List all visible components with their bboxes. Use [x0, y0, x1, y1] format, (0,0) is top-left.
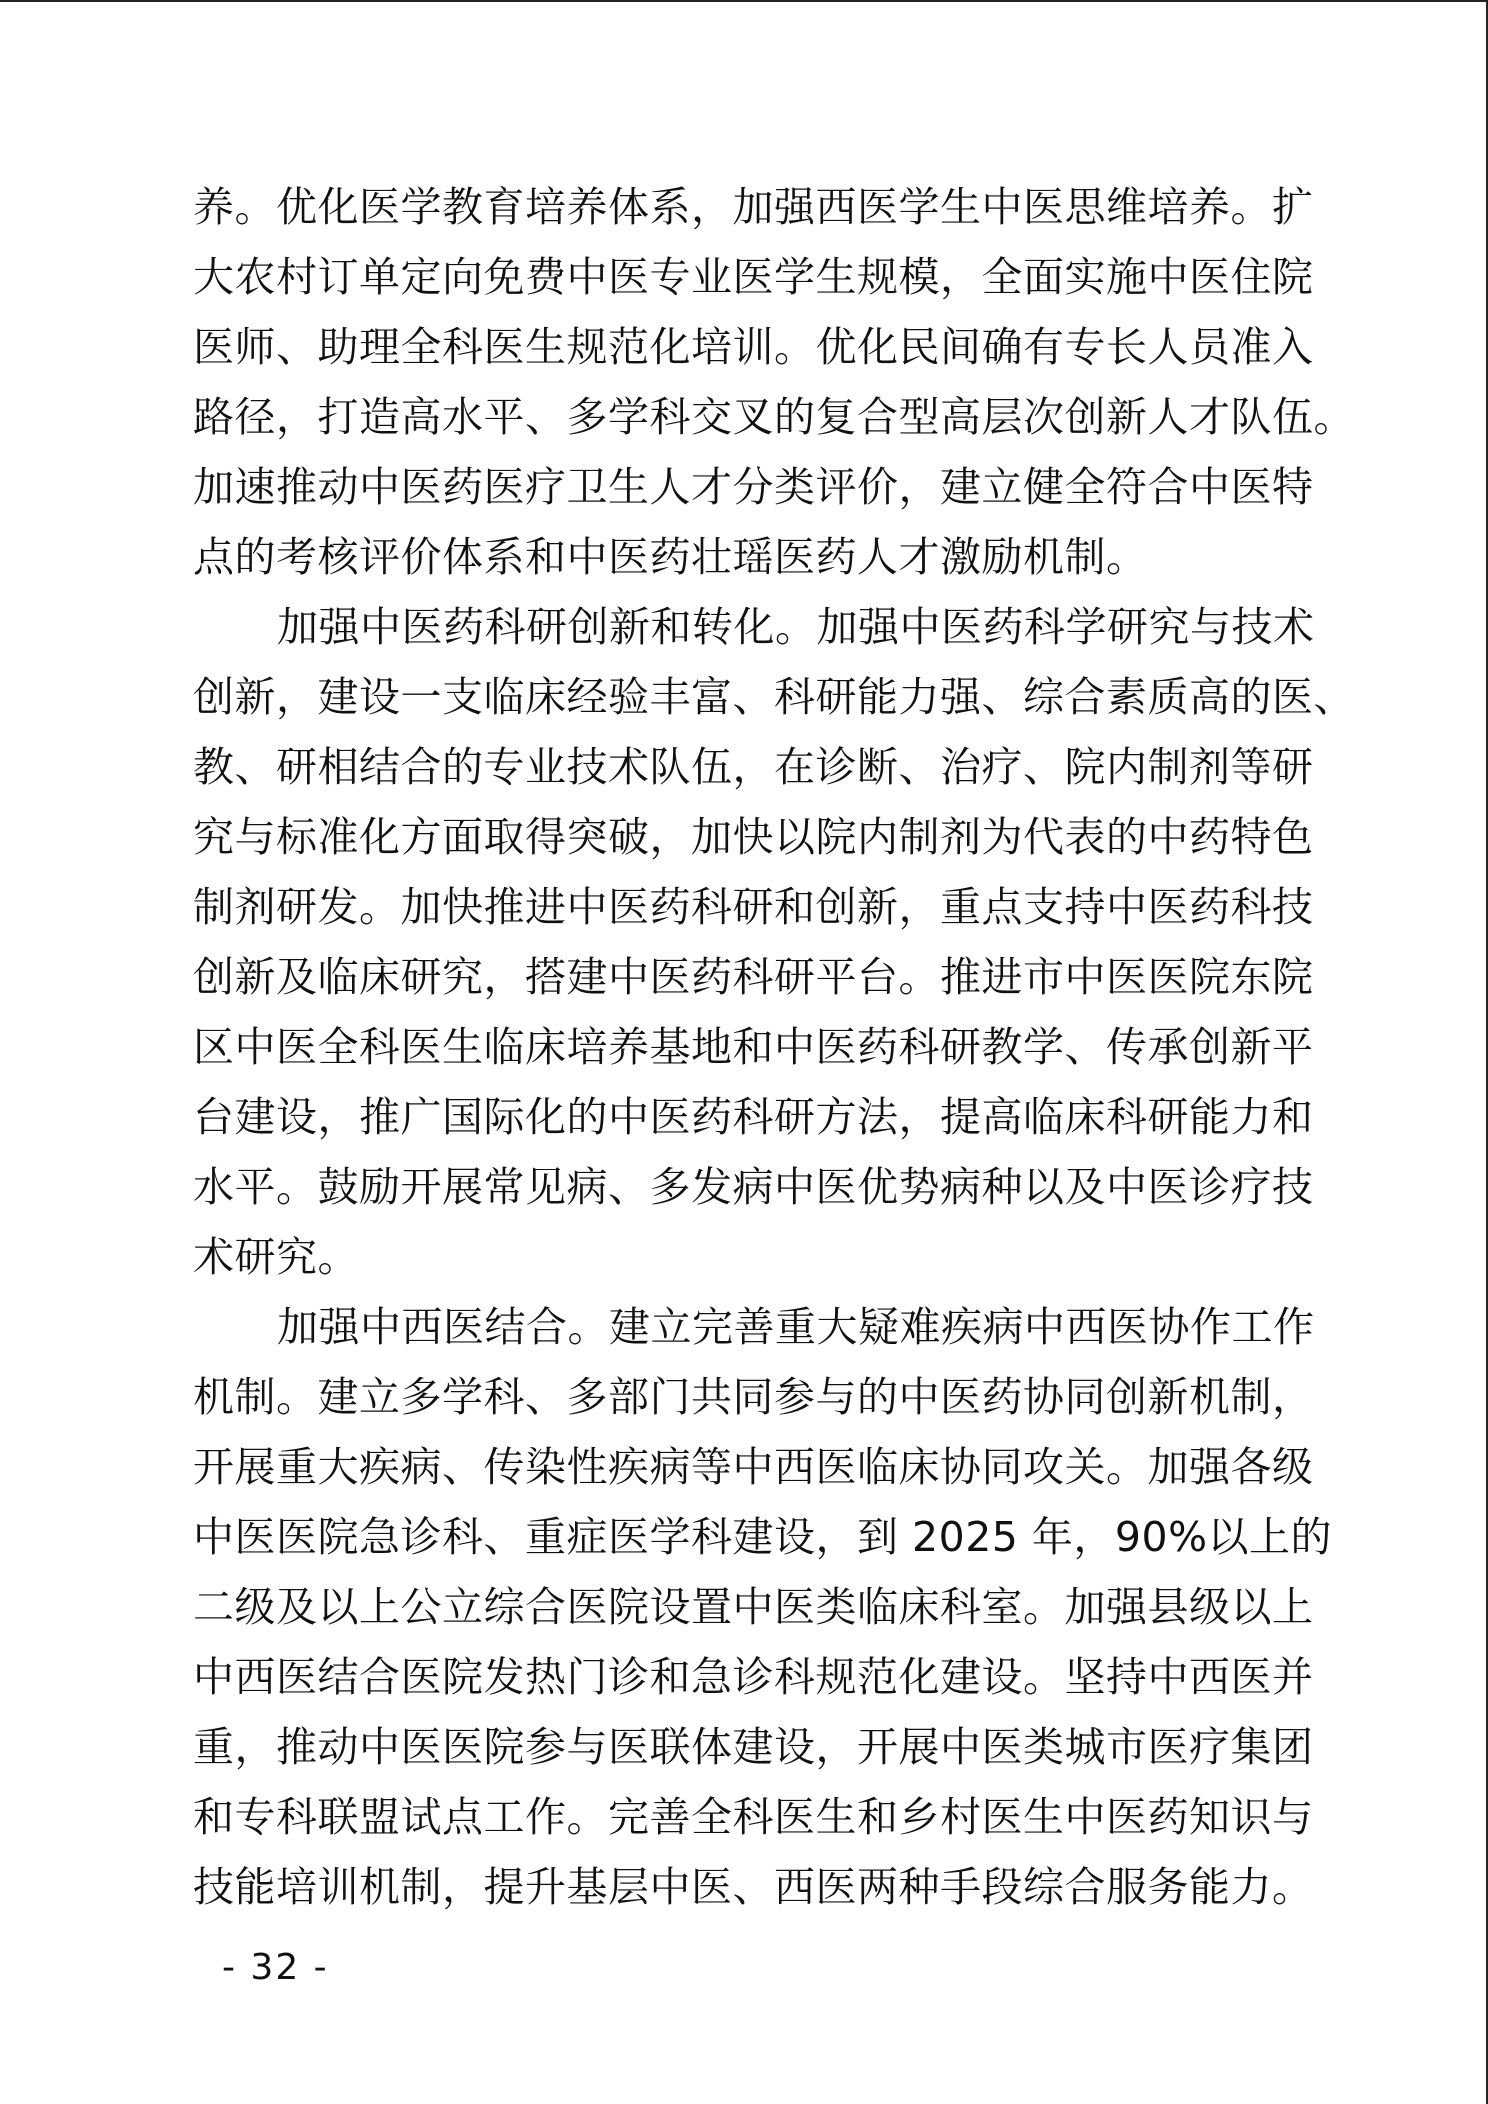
document-body	[193, 172, 1355, 1922]
text-line: 制剂研发。加快推进中医药科研和创新，重点支持中医药科技	[193, 883, 1314, 931]
text-line: 路径，打造高水平、多学科交叉的复合型高层次创新人才队伍。	[193, 393, 1355, 441]
page-number: - 32 -	[222, 1947, 329, 1988]
text-line: 术研究。	[193, 1233, 359, 1281]
paragraph-1	[193, 172, 1355, 592]
text-line: 养。优化医学教育培养体系，加强西医学生中医思维培养。扩	[193, 183, 1314, 231]
text-line: 医师、助理全科医生规范化培训。优化民间确有专长人员准入	[193, 323, 1314, 371]
text-line: 技能培训机制，提升基层中医、西医两种手段综合服务能力。	[193, 1863, 1314, 1911]
text-line: 台建设，推广国际化的中医药科研方法，提高临床科研能力和	[193, 1093, 1314, 1141]
paragraph-2	[193, 592, 1355, 1292]
text-line: 教、研相结合的专业技术队伍，在诊断、治疗、院内制剂等研	[193, 743, 1314, 791]
text-line: 究与标准化方面取得突破，加快以院内制剂为代表的中药特色	[193, 813, 1314, 861]
text-line: 水平。鼓励开展常见病、多发病中医优势病种以及中医诊疗技	[193, 1163, 1314, 1211]
text-line: 加速推动中医药医疗卫生人才分类评价，建立健全符合中医特	[193, 463, 1314, 511]
text-line: 点的考核评价体系和中医药壮瑶医药人才激励机制。	[193, 533, 1148, 581]
text-line: 和专科联盟试点工作。完善全科医生和乡村医生中医药知识与	[193, 1793, 1314, 1841]
text-line: 开展重大疾病、传染性疾病等中西医临床协同攻关。加强各级	[193, 1443, 1314, 1491]
text-line: 大农村订单定向免费中医专业医学生规模，全面实施中医住院	[193, 253, 1314, 301]
text-line: 创新及临床研究，搭建中医药科研平台。推进市中医医院东院	[193, 953, 1314, 1001]
text-line: 二级及以上公立综合医院设置中医类临床科室。加强县级以上	[193, 1583, 1314, 1631]
text-line: 中西医结合医院发热门诊和急诊科规范化建设。坚持中西医并	[193, 1653, 1314, 1701]
text-line: 重，推动中医医院参与医联体建设，开展中医类城市医疗集团	[193, 1723, 1314, 1771]
text-line: 中医医院急诊科、重症医学科建设，到 2025 年，90%以上的	[193, 1513, 1333, 1561]
text-line-first: 加强中西医结合。建立完善重大疑难疾病中西医协作工作	[277, 1303, 1315, 1351]
text-line: 创新，建设一支临床经验丰富、科研能力强、综合素质高的医、	[193, 673, 1355, 721]
text-line: 区中医全科医生临床培养基地和中医药科研教学、传承创新平	[193, 1023, 1314, 1071]
text-line-first: 加强中医药科研创新和转化。加强中医药科学研究与技术	[277, 603, 1315, 651]
text-line: 机制。建立多学科、多部门共同参与的中医药协同创新机制，	[193, 1373, 1314, 1421]
paragraph-3	[193, 1292, 1333, 1922]
